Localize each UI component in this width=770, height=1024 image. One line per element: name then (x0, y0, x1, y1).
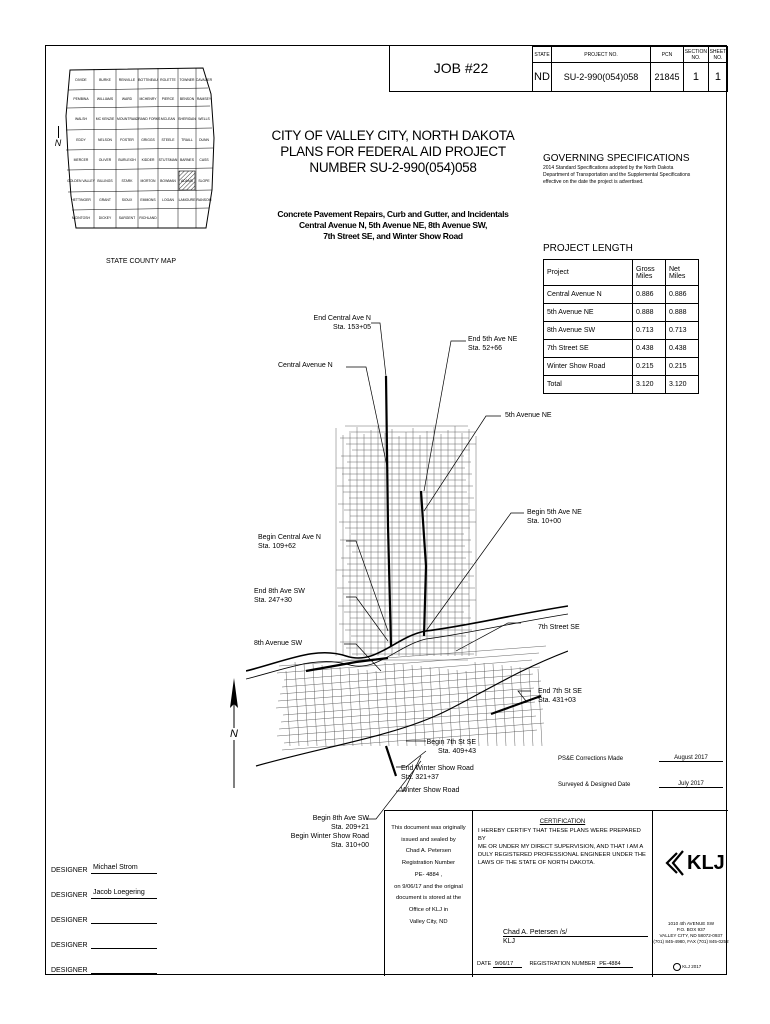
designer-row: DESIGNER (51, 899, 201, 924)
seal-statement: This document was originally issued and sealed by Chad A. Petersen Registration Number PE- 4884 , on 9/06/17 and the original document is stored at the Office of KLJ in Valley City, ND (385, 811, 473, 977)
county-label: RAMSEY (196, 97, 212, 101)
county-label: SIOUX (121, 198, 133, 202)
designer-row: DESIGNER (51, 924, 201, 949)
project-length-table: Project Gross Miles Net Miles Central Avenue N 0.886 0.886 5th Avenue NE 0.888 0.888 8th Avenue SW 0.713 0.713 7th Street SE 0.438 0.438 Winter Show Road 0.215 0.215 Total 3.120 3.120 (543, 259, 699, 394)
certification-text-box: CERTIFICATION I HEREBY CERTIFY THAT THESE PLANS WERE PREPARED BY ME OR UNDER MY DIRECT SUPERVISION, AND THAT I AM A DULY REGISTERED PROFESSIONAL ENGINEER UNDER THE LAWS OF THE STATE OF NORTH DAKOTA. Chad A. Petersen /s/ KLJ DATE 9/06/17 REGISTRATION NUMBER PE-4884 (473, 811, 653, 977)
county-label: RENVILLE (118, 78, 136, 82)
copyright: KLJ 2017 (673, 963, 701, 971)
state-value: ND (533, 63, 552, 92)
county-label: KIDDER (141, 158, 155, 162)
county-label: BOWMAN (160, 179, 176, 183)
pcn-label: PCN (651, 47, 684, 63)
north-arrow-icon: N (224, 678, 244, 791)
county-label: BILLINGS (97, 179, 113, 183)
designer-row: DESIGNER Michael Strom (51, 849, 201, 874)
klj-logo (653, 811, 729, 901)
callout-begin-7th: Begin 7th St SE Sta. 409+43 (426, 739, 476, 755)
governing-heading: GOVERNING SPECIFICATIONS (543, 153, 690, 164)
plan-sheet (45, 45, 727, 975)
county-label: SHERIDAN (178, 117, 196, 121)
county-label: DUNN (199, 138, 209, 142)
firm-block: KLJ 1010 4th AVENUE SW P.O. BOX 937 VALLEY CITY, ND 58072-0937 (701) 845-4980, FAX (701) 845-0252 KLJ 2017 (653, 811, 729, 977)
county-label: WALSH (75, 117, 87, 121)
county-label: BOTTINEAU (138, 78, 158, 82)
county-label: DICKEY (98, 216, 112, 220)
project-length-row: Central Avenue N 0.886 0.886 (544, 286, 699, 304)
county-label: PIERCE (161, 97, 175, 101)
designer-row: DESIGNER (51, 949, 201, 974)
county-label: MCHENRY (139, 97, 157, 101)
designer-name (91, 914, 157, 924)
county-label: STUTSMAN (158, 158, 178, 162)
svg-text:KLJ: KLJ (687, 852, 725, 874)
county-label: LOGAN (162, 198, 174, 202)
designer-row: DESIGNER Jacob Loegering (51, 874, 201, 899)
callout-end-central: End Central Ave N Sta. 153+05 (313, 315, 371, 331)
callout-end-winter: End Winter Show Road Sta. 321+37 (401, 765, 474, 781)
county-map-title: STATE COUNTY MAP (106, 258, 177, 265)
county-label: GRIGGS (141, 138, 155, 142)
county-label: STARK (121, 179, 133, 183)
section-no-label: SECTION NO. (684, 47, 709, 63)
governing-specifications: GOVERNING SPECIFICATIONS 2014 Standard Specifications adopted by the North Dakota Department of Transportation and the Supplemental Specifications effective on the date the project is advertised. (543, 153, 723, 186)
callout-7th-st: 7th Street SE (538, 624, 580, 631)
designer-name: Michael Strom (91, 864, 157, 874)
county-label: MERCER (73, 158, 89, 162)
callout-end-5th: End 5th Ave NE Sta. 52+66 (468, 336, 518, 352)
main-title: CITY OF VALLEY CITY, NORTH DAKOTA PLANS FOR FEDERAL AID PROJECT NUMBER SU-2-990(054)058 (271, 128, 515, 175)
project-length-row: 5th Avenue NE 0.888 0.888 (544, 304, 699, 322)
sheet-no-value: 1 (708, 63, 727, 92)
north-arrow-small: N (51, 126, 65, 148)
callout-winter-show: Winter Show Road (401, 787, 460, 794)
job-box (389, 46, 532, 92)
job-title: JOB #22 (433, 60, 489, 76)
date-registration: DATE 9/06/17 REGISTRATION NUMBER PE-4884 (477, 961, 633, 968)
pcn-value: 21845 (651, 63, 684, 92)
county-label: TRAILL (181, 138, 193, 142)
county-label: CAVALIER (195, 78, 213, 82)
county-label: BURLEIGH (118, 158, 136, 162)
callout-end-7th: End 7th St SE Sta. 431+03 (538, 688, 582, 704)
callout-end-8th: End 8th Ave SW Sta. 247+30 (254, 588, 305, 604)
county-label: MOUNTRAIL (117, 117, 137, 121)
county-label: WILLIAMS (96, 97, 114, 101)
project-no-label: PROJECT NO. (552, 47, 651, 63)
callout-central-ave: Central Avenue N (278, 362, 333, 369)
county-label: WARD (121, 97, 133, 101)
project-subtitle: Concrete Pavement Repairs, Curb and Gutter, and Incidentals Central Avenue N, 5th Avenue NE, 8th Avenue SW, 7th Street SE, and Winter Show Road (277, 209, 509, 241)
callout-8th-ave: 8th Avenue SW (254, 640, 303, 647)
county-label: FOSTER (120, 138, 134, 142)
county-label: ROLETTE (160, 78, 176, 82)
project-no-value: SU-2-990(054)058 (552, 63, 651, 92)
county-label: SARGENT (118, 216, 136, 220)
callout-begin-5th: Begin 5th Ave NE Sta. 10+00 (527, 509, 582, 525)
county-label: TOWNER (179, 78, 195, 82)
county-label: BURKE (99, 78, 111, 82)
state-county-map (46, 46, 226, 256)
callout-5th-ave: 5th Avenue NE (505, 412, 552, 419)
county-label: GRANT (99, 198, 111, 202)
county-label: EMMONS (140, 198, 156, 202)
county-label: RANSOM (196, 198, 212, 202)
county-label: WELLS (198, 117, 210, 121)
county-label: BENSON (179, 97, 195, 101)
county-label: MC KENZIE (95, 117, 115, 121)
county-label: CASS (199, 158, 209, 162)
section-no-value: 1 (684, 63, 709, 92)
county-label: STEELE (161, 138, 175, 142)
project-length-heading: PROJECT LENGTH (543, 243, 633, 254)
county-label: GRAND FORKS (135, 117, 161, 121)
designers-block (51, 849, 201, 974)
designer-name (91, 939, 157, 949)
dates-block: PS&E Corrections Made August 2017 Surveyed & Designed Date July 2017 (558, 736, 723, 788)
county-label: RICHLAND (139, 216, 157, 220)
county-label: DIVIDE (75, 78, 87, 82)
county-label: ADAMS (180, 179, 194, 183)
county-label: EDDY (76, 138, 86, 142)
callout-begin-8th: Begin 8th Ave SW Sta. 209+21 Begin Winter Show Road Sta. 310+00 (290, 815, 369, 849)
signature-line: Chad A. Petersen /s/ (503, 929, 648, 937)
state-label: STATE (533, 47, 552, 63)
survey-date: July 2017 (659, 781, 723, 788)
county-label: PEMBINA (73, 97, 89, 101)
callout-begin-central: Begin Central Ave N Sta. 109+62 (258, 534, 321, 550)
pse-date: August 2017 (659, 755, 723, 762)
county-label: MCINTOSH (71, 216, 91, 220)
county-label: MCLEAN (160, 117, 176, 121)
county-label: OLIVER (98, 158, 112, 162)
designer-name (91, 964, 157, 974)
project-header-table (532, 46, 728, 92)
sheet-no-label: SHEET NO. (708, 47, 727, 63)
county-label: BARNES (180, 158, 194, 162)
county-label: HETTINGER (71, 198, 91, 202)
county-label: MORTON (140, 179, 156, 183)
county-label: SLOPE (198, 179, 210, 183)
county-label: LAMOURE (178, 198, 196, 202)
designer-name: Jacob Loegering (91, 889, 157, 899)
project-length-row: 7th Street SE 0.438 0.438 (544, 340, 699, 358)
county-label: GOLDEN VALLEY (67, 179, 95, 183)
project-length-row: Total 3.120 3.120 (544, 376, 699, 394)
project-length-row: 8th Avenue SW 0.713 0.713 (544, 322, 699, 340)
project-length-row: Winter Show Road 0.215 0.215 (544, 358, 699, 376)
certification-block (384, 810, 728, 976)
county-label: NELSON (98, 138, 112, 142)
